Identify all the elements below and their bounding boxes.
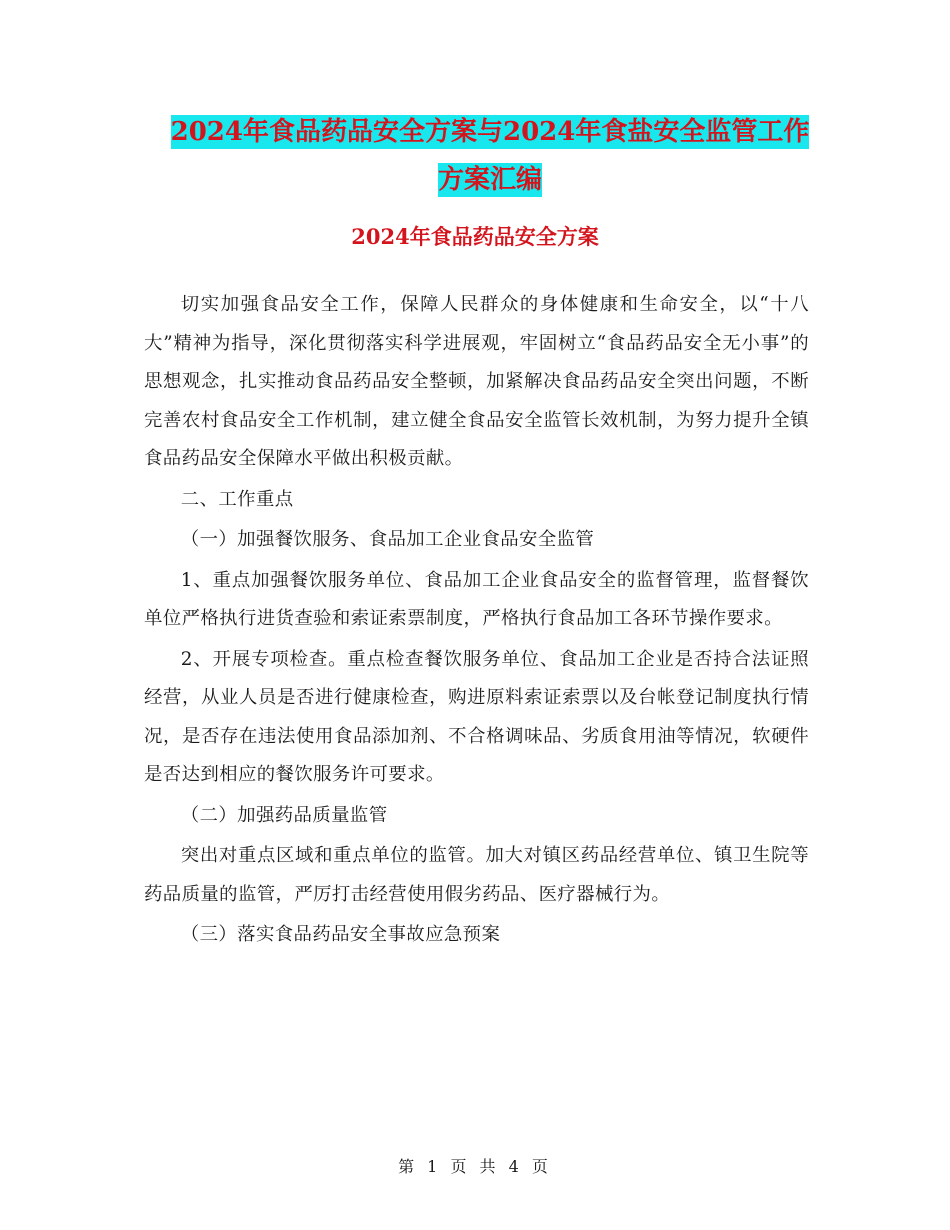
subheading-drug-quality: （二）加强药品质量监管 — [180, 804, 388, 826]
document-body — [144, 286, 809, 957]
page-number-footer: 第 1 页 共 4 页 — [398, 1157, 552, 1176]
section-title: 2024年食品药品安全方案 — [351, 224, 599, 249]
paragraph-item-2: 2、开展专项检查。重点检查餐饮服务单位、食品加工企业是否持合法证照经营，从业人员是否进行健康检查，购进原料索证索票以及台帐登记制度执行情况，是否存在违法使用食品添加剂、不合格调味品、劣质食用油等情况，软硬件是否达到相应的餐饮服务许可要求。 — [144, 648, 809, 785]
paragraph-intro: 切实加强食品安全工作，保障人民群众的身体健康和生命安全，以“十八大”精神为指导，深化贯彻落实科学进展观，牢固树立“食品药品安全无小事”的思想观念，扎实推动食品药品安全整顿，加紧解决食品药品安全突出问题，不断完善农村食品安全工作机制，建立健全食品安全监管长效机制，为努力提升全镇食品药品安全保障水平做出积极贡献。 — [144, 294, 809, 469]
paragraph-item-1: 1、重点加强餐饮服务单位、食品加工企业食品安全的监督管理，监督餐饮单位严格执行进货查验和索证索票制度，严格执行食品加工各环节操作要求。 — [144, 569, 809, 629]
heading-work-focus: 二、工作重点 — [180, 488, 294, 510]
document-title — [140, 108, 840, 204]
document-title-line2: 方案汇编 — [437, 165, 542, 195]
subheading-catering: （一）加强餐饮服务、食品加工企业食品安全监管 — [180, 529, 595, 550]
subheading-emergency-plan: （三）落实食品药品安全事故应急预案 — [180, 924, 501, 945]
document-title-line1: 2024年食品药品安全方案与2024年食盐安全监管工作 — [170, 117, 810, 147]
paragraph-drug-supervision: 突出对重点区域和重点单位的监管。加大对镇区药品经营单位、镇卫生院等药品质量的监管，严厉打击经营使用假劣药品、医疗器械行为。 — [144, 845, 809, 905]
